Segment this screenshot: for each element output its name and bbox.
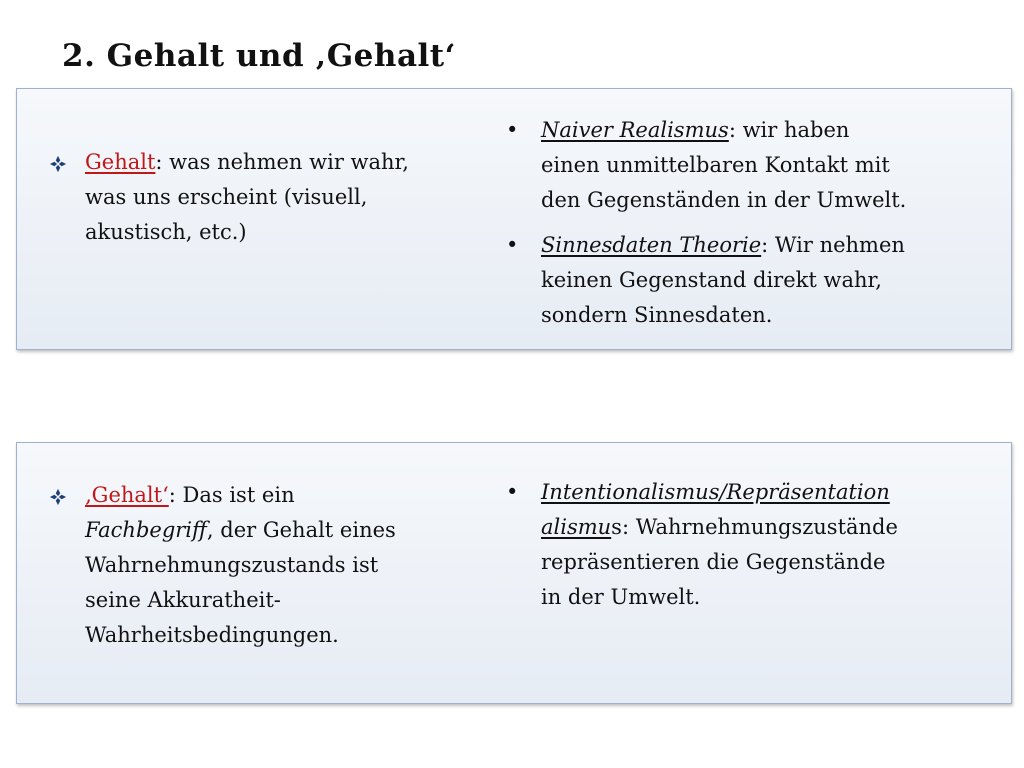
concept-naiver-realismus: Naiver Realismus bbox=[541, 118, 729, 142]
fachbegriff-line-5: Wahrheitsbedingungen. bbox=[85, 623, 339, 647]
concept-intentionalismus: Intentionalismus/Repräsentation bbox=[541, 480, 890, 504]
list-item-text: : Wir nehmen bbox=[761, 233, 905, 257]
gehalt-definition-line-3: akustisch, etc.) bbox=[85, 220, 247, 244]
round-bullet-icon: • bbox=[506, 480, 519, 504]
gehalt-fachbegriff-item bbox=[35, 478, 505, 653]
gehalt-definition-item bbox=[35, 145, 505, 250]
list-item bbox=[499, 475, 1005, 615]
four-diamond-icon bbox=[49, 155, 67, 173]
list-item-text: : wir haben bbox=[728, 118, 850, 142]
term-gehalt-quoted: ‚Gehalt‘ bbox=[85, 483, 169, 507]
round-bullet-icon: • bbox=[506, 233, 519, 257]
list-item-line-1 bbox=[541, 228, 1005, 263]
fachbegriff-line-3: Wahrnehmungszustands ist bbox=[85, 553, 379, 577]
list-item-line-3: sondern Sinnesdaten. bbox=[541, 303, 773, 327]
round-bullet-icon: • bbox=[506, 118, 519, 142]
list-item-line-3: den Gegenständen in der Umwelt. bbox=[541, 188, 907, 212]
term-gehalt: Gehalt bbox=[85, 150, 156, 174]
gehalt-definition-line-2: was uns erscheint (visuell, bbox=[85, 185, 368, 209]
list-item bbox=[499, 113, 1005, 218]
fachbegriff-line-2 bbox=[85, 513, 505, 548]
gehalt-definition-text: : was nehmen wir wahr, bbox=[155, 150, 409, 174]
fachbegriff-text: : Das ist ein bbox=[168, 483, 295, 507]
list-item-line-1 bbox=[541, 113, 1005, 148]
gehalt-panel bbox=[16, 88, 1012, 350]
concept-sinnesdaten-theorie: Sinnesdaten Theorie bbox=[541, 233, 762, 257]
list-item-line-2: einen unmittelbaren Kontakt mit bbox=[541, 153, 890, 177]
gehalt-fachbegriff-definition bbox=[35, 478, 505, 653]
list-item-text: s: Wahrnehmungszustände bbox=[611, 515, 898, 539]
gehalt-definition-line-1 bbox=[85, 145, 505, 180]
list-item-line-3: repräsentieren die Gegenstände bbox=[541, 550, 886, 574]
list-item-line-4: in der Umwelt. bbox=[541, 585, 701, 609]
list-item-line-1 bbox=[541, 475, 1005, 510]
gehalt-definition bbox=[35, 145, 505, 250]
gehalt-fachbegriff-panel bbox=[16, 442, 1012, 704]
slide-title: 2. Gehalt und ‚Gehalt‘ bbox=[62, 38, 456, 74]
theories-list bbox=[499, 113, 1005, 343]
concept-intentionalismus-cont: alismu bbox=[541, 515, 612, 539]
fachbegriff-line-1 bbox=[85, 478, 505, 513]
fachbegriff-word: Fachbegriff bbox=[85, 518, 207, 542]
list-item bbox=[499, 228, 1005, 333]
intentionalismus-list bbox=[499, 475, 1005, 625]
list-item-line-2 bbox=[541, 510, 1005, 545]
fachbegriff-text-2: , der Gehalt eines bbox=[206, 518, 396, 542]
four-diamond-icon bbox=[49, 488, 67, 506]
fachbegriff-line-4: seine Akkuratheit- bbox=[85, 588, 281, 612]
list-item-line-2: keinen Gegenstand direkt wahr, bbox=[541, 268, 882, 292]
